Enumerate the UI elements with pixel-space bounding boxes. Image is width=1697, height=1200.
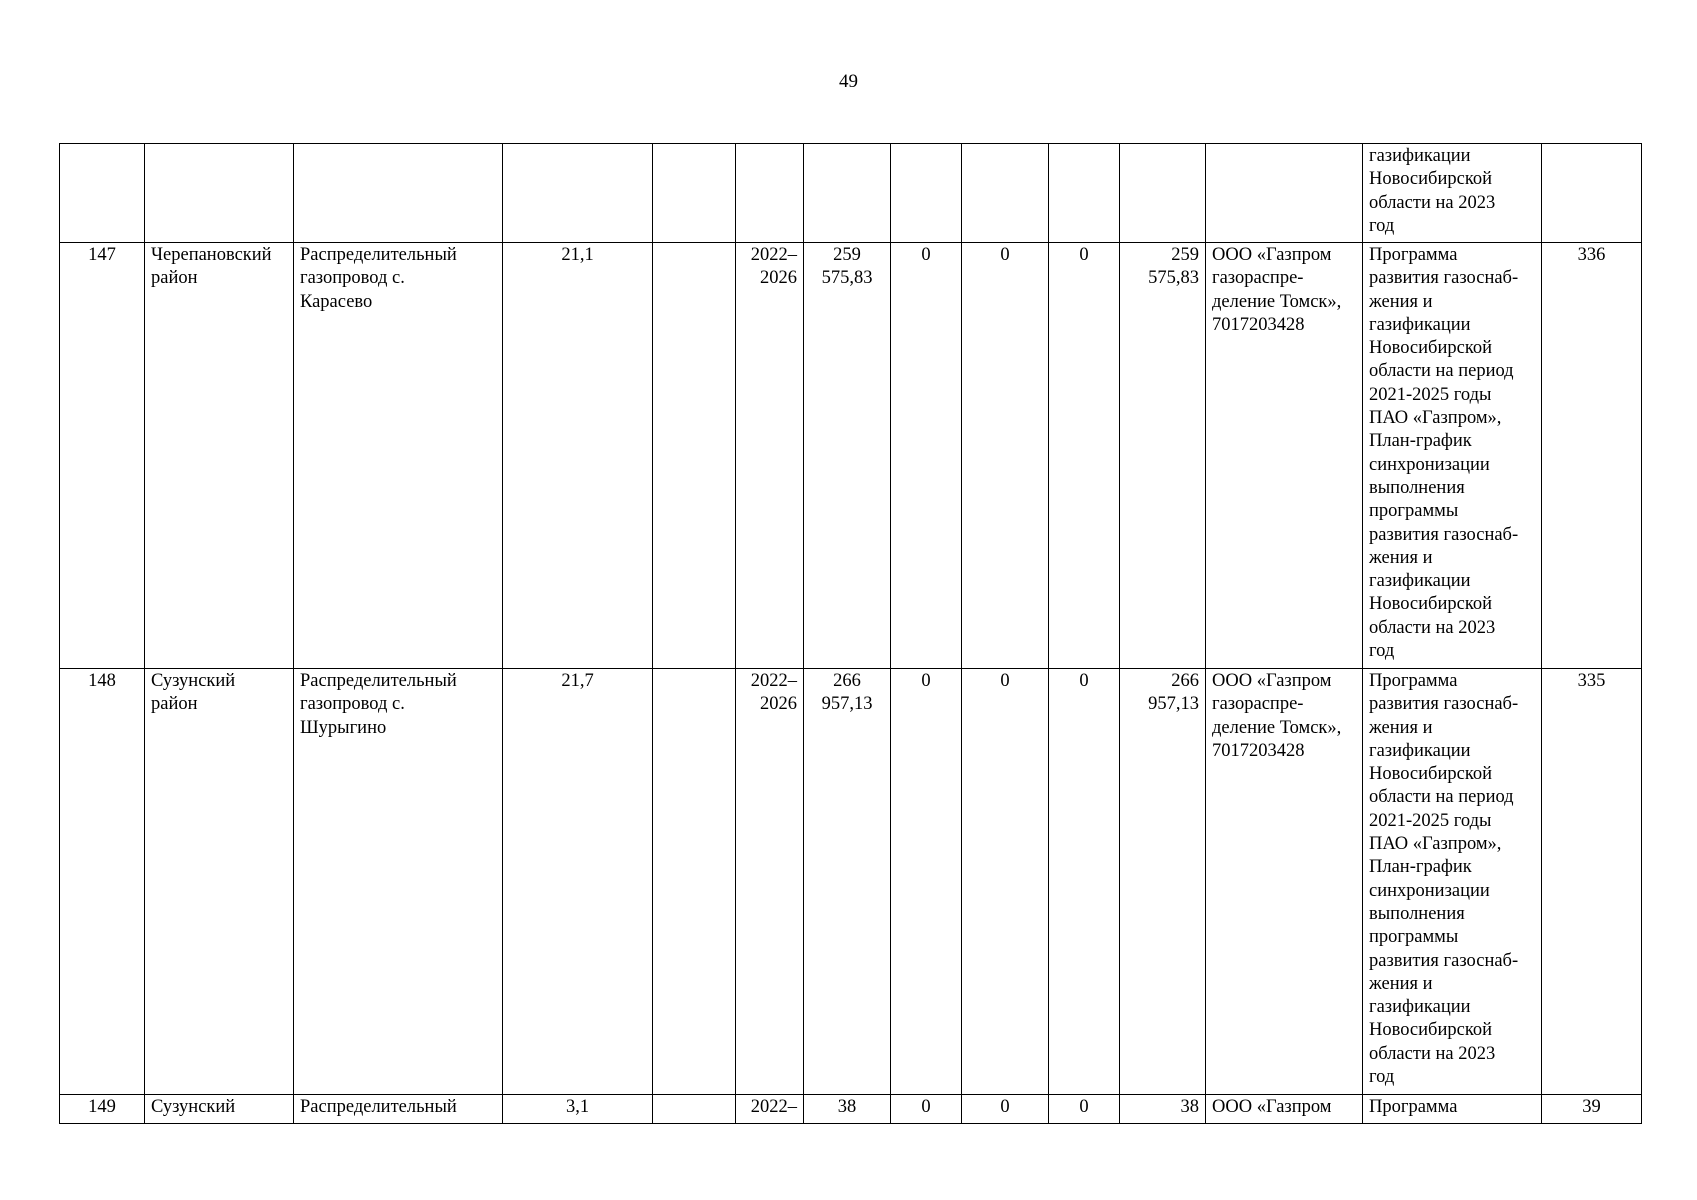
period-cell: 2022– [736,1095,804,1124]
row-number: 147 [60,243,145,669]
program-cell: Программа [1363,1095,1542,1124]
value-cell [1049,144,1120,243]
district-cell: Сузунский [145,1095,294,1124]
district-cell: Черепановский район [145,243,294,669]
last-cell: 335 [1542,669,1642,1095]
program-cell: газификации Новосибирской области на 2023 год [1363,144,1542,243]
period-cell: 2022– 2026 [736,243,804,669]
object-cell: Распределительный газопровод с. Карасево [294,243,503,669]
investment-cell: 259 575,83 [1120,243,1206,669]
investment-cell [1120,144,1206,243]
program-cell: Программа развития газоснаб- жения и газификации Новосибирской области на период 2021-2025 годы ПАО «Газпром», План-график синхронизации выполнения программы развития газоснаб- жения и газификации Новосибирской области на 2023 год [1363,669,1542,1095]
investment-cell: 266 957,13 [1120,669,1206,1095]
empty-cell [653,144,736,243]
total-cost-cell [804,144,891,243]
register-table [59,143,1642,1124]
value-cell: 0 [1049,669,1120,1095]
last-cell: 39 [1542,1095,1642,1124]
length-cell: 21,7 [503,669,653,1095]
empty-cell [653,243,736,669]
operator-cell: ООО «Газпром [1206,1095,1363,1124]
last-cell: 336 [1542,243,1642,669]
investment-cell: 38 [1120,1095,1206,1124]
page-number: 49 [839,71,858,92]
period-cell: 2022– 2026 [736,669,804,1095]
last-cell [1542,144,1642,243]
value-cell: 0 [891,243,962,669]
total-cost-cell: 259 575,83 [804,243,891,669]
object-cell: Распределительный газопровод с. Шурыгино [294,669,503,1095]
table-row [60,144,1642,243]
total-cost-cell: 266 957,13 [804,669,891,1095]
value-cell: 0 [891,1095,962,1124]
length-cell: 3,1 [503,1095,653,1124]
value-cell: 0 [891,669,962,1095]
value-cell [962,144,1049,243]
value-cell: 0 [1049,243,1120,669]
table-row [60,243,1642,669]
operator-cell [1206,144,1363,243]
value-cell [891,144,962,243]
length-cell [503,144,653,243]
empty-cell [653,1095,736,1124]
row-number [60,144,145,243]
object-cell: Распределительный [294,1095,503,1124]
value-cell: 0 [962,669,1049,1095]
district-cell: Сузунский район [145,669,294,1095]
length-cell: 21,1 [503,243,653,669]
empty-cell [653,669,736,1095]
total-cost-cell: 38 [804,1095,891,1124]
district-cell [145,144,294,243]
table-row [60,669,1642,1095]
value-cell: 0 [962,243,1049,669]
table-row [60,1095,1642,1124]
value-cell: 0 [1049,1095,1120,1124]
program-cell: Программа развития газоснаб- жения и газификации Новосибирской области на период 2021-2025 годы ПАО «Газпром», План-график синхронизации выполнения программы развития газоснаб- жения и газификации Новосибирской области на 2023 год [1363,243,1542,669]
period-cell [736,144,804,243]
operator-cell: ООО «Газпром газораспре- деление Томск», 7017203428 [1206,243,1363,669]
object-cell [294,144,503,243]
value-cell: 0 [962,1095,1049,1124]
row-number: 149 [60,1095,145,1124]
row-number: 148 [60,669,145,1095]
operator-cell: ООО «Газпром газораспре- деление Томск», 7017203428 [1206,669,1363,1095]
